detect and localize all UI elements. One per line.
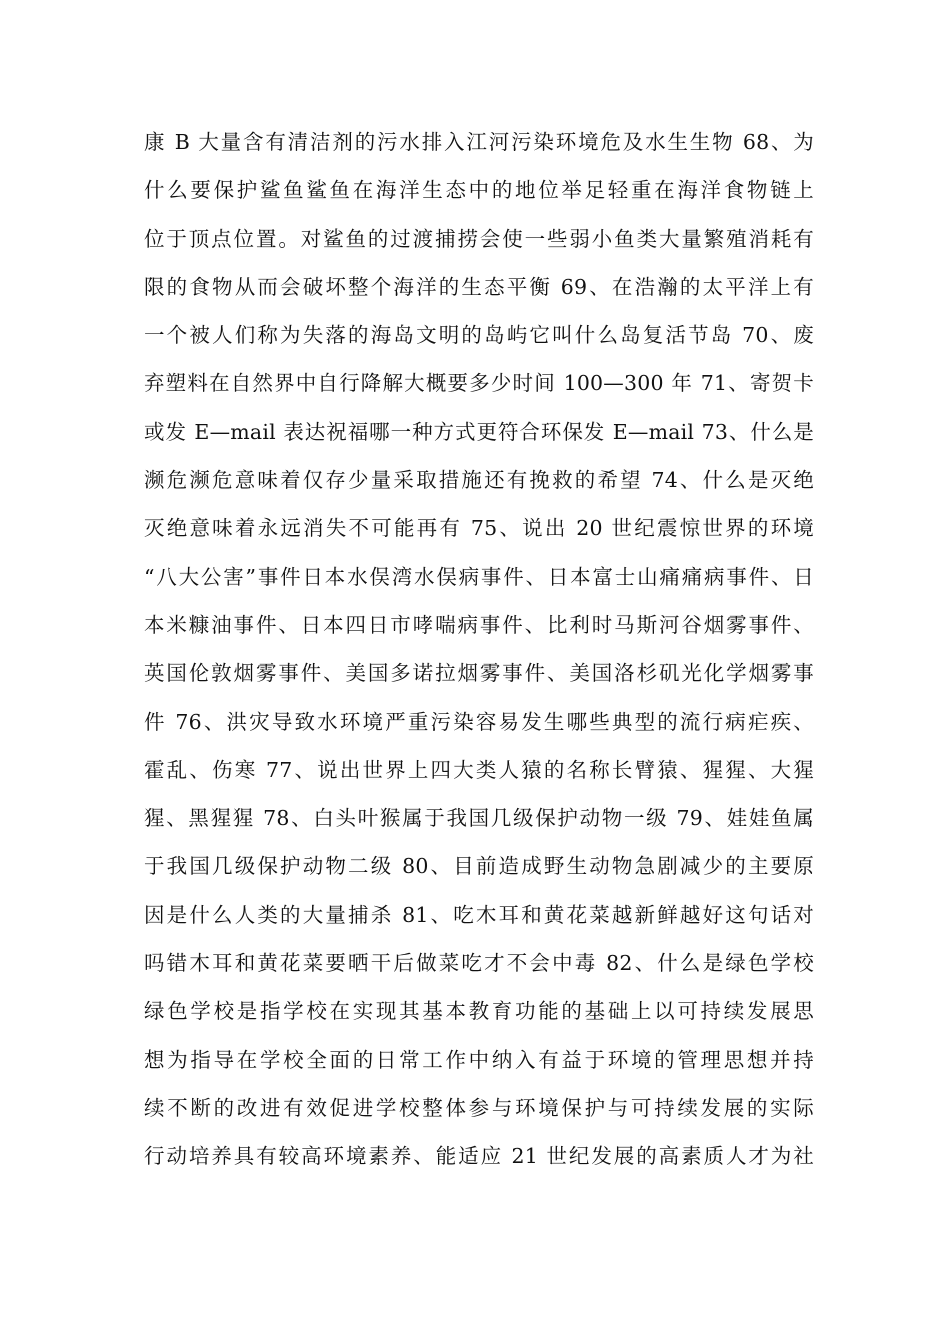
text-line: 限的食物从而会破坏整个海洋的生态平衡 69、在浩瀚的太平洋上有 <box>144 274 814 299</box>
text-line: 件 76、洪灾导致水环境严重污染容易发生哪些典型的流行病疟疾、 <box>144 709 814 734</box>
text-line: 康 B 大量含有清洁剂的污水排入江河污染环境危及水生生物 68、为 <box>144 130 814 154</box>
text-line: 位于顶点位置。对鲨鱼的过渡捕捞会使一些弱小鱼类大量繁殖消耗有 <box>144 226 814 251</box>
text-line: 什么要保护鲨鱼鲨鱼在海洋生态中的地位举足轻重在海洋食物链上 <box>144 178 814 203</box>
text-line: 本米糠油事件、日本四日市哮喘病事件、比利时马斯河谷烟雾事件、 <box>144 612 814 637</box>
text-line: 续不断的改进有效促进学校整体参与环境保护与可持续发展的实际 <box>144 1095 814 1120</box>
text-line: 灭绝意味着永远消失不可能再有 75、说出 20 世纪震惊世界的环境 <box>144 516 814 541</box>
text-line: 一个被人们称为失落的海岛文明的岛屿它叫什么岛复活节岛 70、废 <box>144 323 814 348</box>
text-line: 弃塑料在自然界中自行降解大概要多少时间 100—300 年 71、寄贺卡 <box>144 371 814 396</box>
text-line: 想为指导在学校全面的日常工作中纳入有益于环境的管理思想并持 <box>144 1047 814 1072</box>
text-line: 于我国几级保护动物二级 80、目前造成野生动物急剧减少的主要原 <box>144 854 814 879</box>
text-line: 吗错木耳和黄花菜要晒干后做菜吃才不会中毒 82、什么是绿色学校 <box>144 951 814 976</box>
text-line: 英国伦敦烟雾事件、美国多诺拉烟雾事件、美国洛杉矶光化学烟雾事 <box>144 661 814 686</box>
text-line: 行动培养具有较高环境素养、能适应 21 世纪发展的高素质人才为社 <box>144 1144 814 1169</box>
text-line: 因是什么人类的大量捕杀 81、吃木耳和黄花菜越新鲜越好这句话对 <box>144 902 814 927</box>
text-line: 或发 E—mail 表达祝福哪一种方式更符合环保发 E—mail 73、什么是 <box>144 419 814 444</box>
text-line: 绿色学校是指学校在实现其基本教育功能的基础上以可持续发展思 <box>144 999 814 1024</box>
text-line: 濒危濒危意味着仅存少量采取措施还有挽救的希望 74、什么是灭绝 <box>144 468 814 493</box>
text-line: “八大公害”事件日本水俣湾水俣病事件、日本富士山痛痛病事件、日 <box>144 564 814 589</box>
body-text <box>144 118 814 1181</box>
text-line: 霍乱、伤寒 77、说出世界上四大类人猿的名称长臂猿、猩猩、大猩 <box>144 757 814 782</box>
text-line: 猩、黑猩猩 78、白头叶猴属于我国几级保护动物一级 79、娃娃鱼属 <box>144 806 814 831</box>
